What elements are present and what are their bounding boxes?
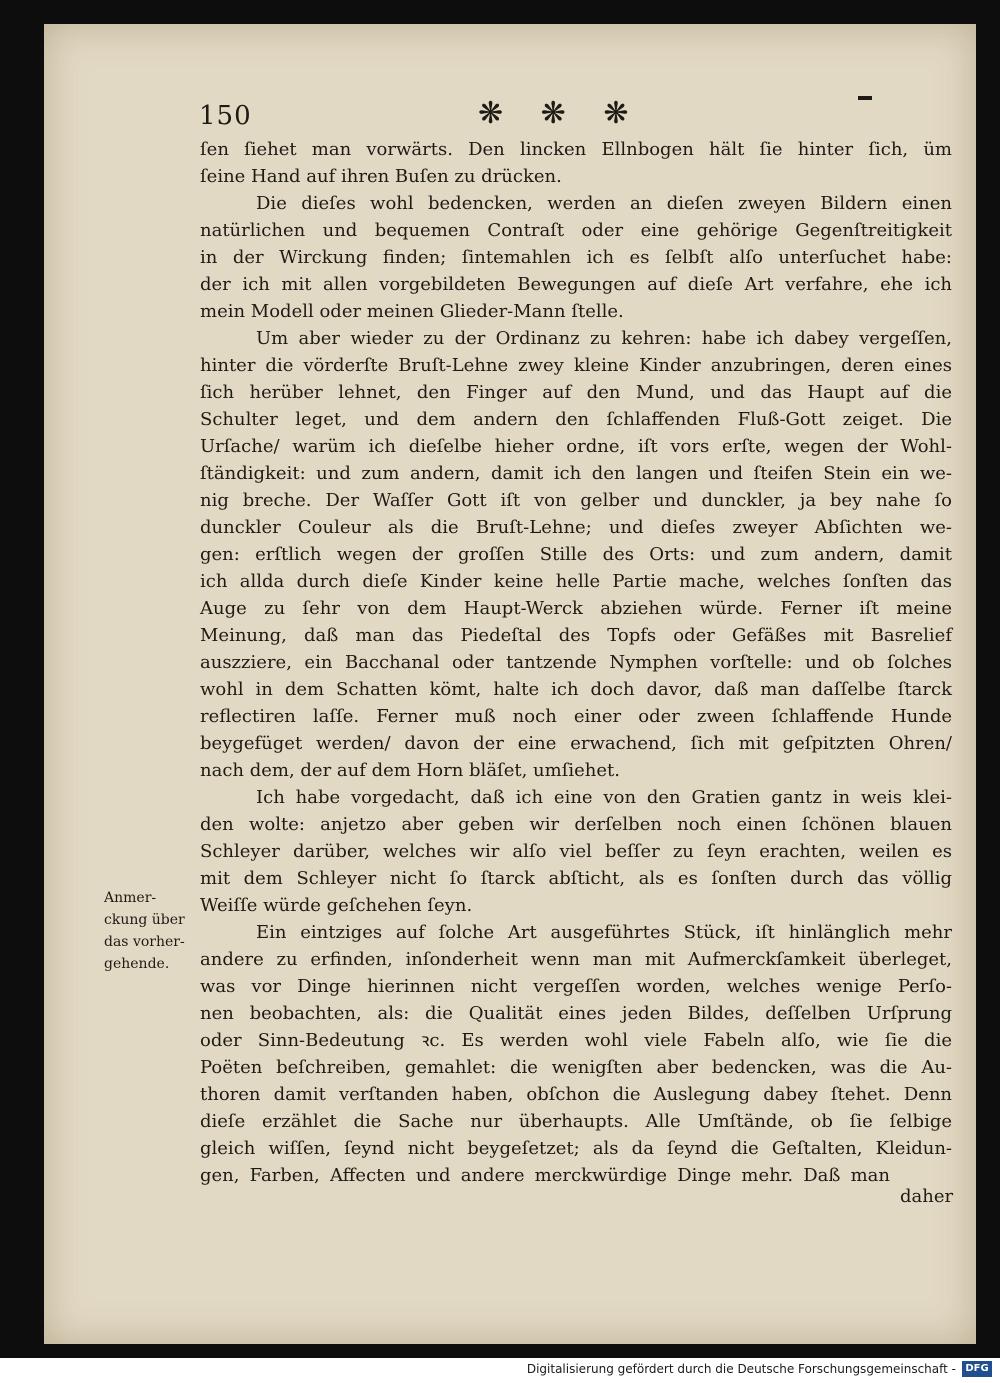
corner-mark [858, 96, 872, 100]
text-line: der ich mit allen vorgebildeten Bewegungen auf dieſe Art verfahre, ehe ich [200, 274, 952, 295]
text-line: den wolte: anjetzo aber geben wir derſelben noch einen ſchönen blauen [200, 814, 952, 835]
text-line: oder Sinn-Bedeutung ꝛc. Es werden wohl viele Fabeln alſo, wie ſie die [200, 1030, 952, 1051]
funding-credit: Digitalisierung gefördert durch die Deutsche Forschungsgemeinschaft - [526, 1362, 956, 1376]
text-line: Um aber wieder zu der Ordinanz zu kehren: habe ich dabey vergeſſen, [256, 328, 952, 349]
text-line: dunckler Couleur als die Bruſt-Lehne; und dieſes zweyer Abſichten we- [200, 517, 952, 538]
text-line: Ein eintziges auf ſolche Art ausgeführtes Stück, iſt hinlänglich mehr [256, 922, 952, 943]
text-line: thoren damit verſtanden haben, obſchon die Auslegung dabey ſtehet. Denn [200, 1084, 952, 1105]
dfg-logo: DFG [962, 1361, 992, 1377]
page-number: 150 [199, 101, 252, 131]
text-line: ich allda durch dieſe Kinder keine helle Partie mache, welches ſonſten das [200, 571, 952, 592]
text-line: ſen ſiehet man vorwärts. Den lincken Ellnbogen hält ſie hinter ſich, üm [200, 139, 952, 160]
text-line: nach dem, der auf dem Horn bläſet, umſiehet. [200, 760, 620, 781]
text-line: reflectiren laſſe. Ferner muß noch einer oder zween ſchlaffende Hunde [200, 706, 952, 727]
text-line: Weiſſe würde geſchehen ſeyn. [200, 895, 473, 916]
text-line: Schleyer darüber, welches wir alſo viel beſſer zu ſeyn erachten, weilen es [200, 841, 952, 862]
text-line: natürlichen und bequemen Contraſt oder eine gehörige Gegenſtreitigkeit [200, 220, 952, 241]
header-ornament: ❋ ❋ ❋ [478, 96, 643, 131]
text-line: was vor Dinge hierinnen nicht vergeſſen worden, welches wenige Perſo- [200, 976, 952, 997]
text-line: Urſache/ warüm ich dieſelbe hieher ordne, iſt vors erſte, wegen der Wohl- [200, 436, 952, 457]
text-line: hinter die vörderſte Bruſt-Lehne zwey kleine Kinder anzubringen, deren eines [200, 355, 952, 376]
text-line: gleich wiſſen, ſeynd nicht beygeſetzet; als da ſeynd die Geſtalten, Kleidun- [200, 1138, 952, 1159]
text-line: Schulter leget, und dem andern den ſchlaffenden Fluß-Gott zeiget. Die [200, 409, 952, 430]
text-line: Auge zu ſehr von dem Haupt-Werck abziehen würde. Ferner iſt meine [200, 598, 952, 619]
text-line: gen: erſtlich wegen der groſſen Stille des Orts: und zum andern, damit [200, 544, 952, 565]
text-line: in der Wirckung finden; ſintemahlen ich es ſelbſt alſo unterſuchet habe: [200, 247, 952, 268]
text-line: nen beobachten, als: die Qualität eines jeden Bildes, deſſelben Urſprung [200, 1003, 952, 1024]
text-line: mit dem Schleyer nicht ſo ſtarck abſticht, als es ſonſten durch das völlig [200, 868, 952, 889]
text-line: mein Modell oder meinen Glieder-Mann ſtelle. [200, 301, 624, 322]
text-line: beygefüget werden/ davon der eine erwachend, ſich mit geſpitzten Ohren/ [200, 733, 952, 754]
text-line: nig breche. Der Waſſer Gott iſt von gelber und dunckler, ja bey nahe ſo [200, 490, 952, 511]
margin-note-line: ckung über [104, 912, 185, 928]
text-line: Die dieſes wohl bedencken, werden an dieſen zweyen Bildern einen [256, 193, 952, 214]
text-line: Poëten beſchreiben, gemahlet: die wenigſten aber bedencken, was die Au- [200, 1057, 952, 1078]
text-line: Ich habe vorgedacht, daß ich eine von den Gratien gantz in weis klei- [256, 787, 952, 808]
text-line: andere zu erfinden, inſonderheit wenn man mit Aufmerckſamkeit überleget, [200, 949, 952, 970]
text-line: dieſe erzählet die Sache nur überhaupts. Alle Umſtände, ob ſie ſelbige [200, 1111, 952, 1132]
text-line: ſtändigkeit: und zum andern, damit ich den langen und ſteifen Stein ein we- [200, 463, 952, 484]
margin-note-line: gehende. [104, 956, 170, 972]
catchword: daher [900, 1186, 954, 1207]
text-line: gen, Farben, Affecten und andere merckwürdige Dinge mehr. Daß man [200, 1165, 890, 1186]
margin-note-line: Anmer- [104, 890, 157, 906]
text-line: ſeine Hand auf ihren Buſen zu drücken. [200, 166, 562, 187]
margin-note-line: das vorher- [104, 934, 185, 950]
text-line: Meinung, daß man das Piedeſtal des Topfs oder Gefäßes mit Basrelief [200, 625, 952, 646]
text-line: auszziere, ein Bacchanal oder tantzende Nymphen vorſtelle: und ob ſolches [200, 652, 952, 673]
text-line: ſich herüber lehnet, den Finger auf den Mund, und das Haupt auf die [200, 382, 952, 403]
text-line: wohl in dem Schatten kömt, halte ich doch davor, daß man daſſelbe ſtarck [200, 679, 952, 700]
